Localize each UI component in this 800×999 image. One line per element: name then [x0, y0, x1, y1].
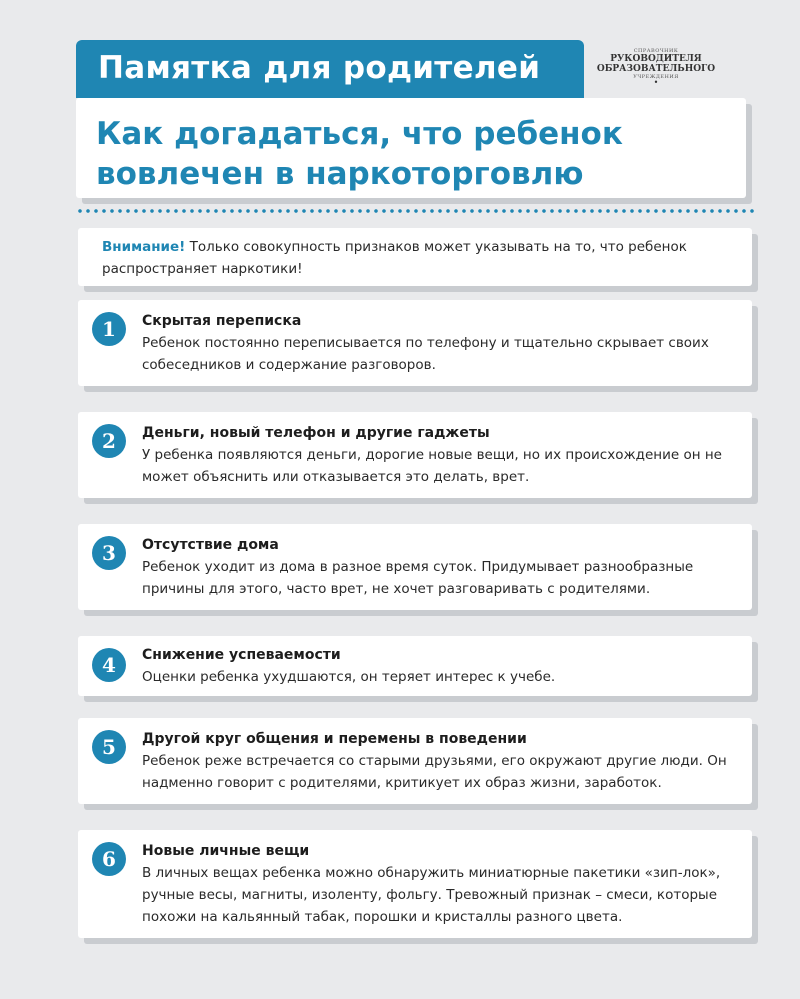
item-text-block [142, 310, 737, 376]
item-text-block [142, 422, 737, 488]
item-number-badge: 5 [92, 730, 126, 764]
brand-small-top: СПРАВОЧНИК [633, 48, 679, 54]
page-title: Как догадаться, что ребенок вовлечен в наркоторговлю [96, 116, 623, 192]
title-card [76, 98, 746, 198]
item-description: Ребенок постоянно переписывается по телефону и тщательно скрывает своих собеседников и содержание разговоров. [142, 335, 709, 373]
item-title: Снижение успеваемости [142, 647, 341, 663]
header-band-title: Памятка для родителей [98, 50, 541, 86]
brand-small-bottom: УЧРЕЖДЕНИЯ [633, 74, 679, 80]
item-number-badge: 4 [92, 648, 126, 682]
item-text-block [142, 728, 737, 794]
item-text-block [142, 534, 737, 600]
item-title: Скрытая переписка [142, 313, 302, 329]
item-number-badge: 3 [92, 536, 126, 570]
item-description: Ребенок уходит из дома в разное время суток. Придумывает разнообразные причины для этого, часто врет, не хочет разговаривать с родителями. [142, 559, 694, 597]
item-text-block [142, 644, 737, 688]
item-number-badge: 1 [92, 312, 126, 346]
item-card-6 [78, 830, 752, 938]
item-card-1 [78, 300, 752, 386]
warning-card [78, 228, 752, 286]
warning-label: Внимание! [102, 239, 186, 255]
item-number-badge: 2 [92, 424, 126, 458]
brand-logo [596, 48, 716, 86]
item-card-5 [78, 718, 752, 804]
item-card-3 [78, 524, 752, 610]
item-title: Отсутствие дома [142, 537, 279, 553]
brand-line-2: ОБРАЗОВАТЕЛЬНОГО [596, 64, 716, 74]
item-title: Новые личные вещи [142, 843, 310, 859]
item-card-4 [78, 636, 752, 696]
item-number-badge: 6 [92, 842, 126, 876]
item-card-2 [78, 412, 752, 498]
item-title: Другой круг общения и перемены в поведении [142, 731, 527, 747]
dotted-divider [76, 208, 756, 214]
brand-line-1: РУКОВОДИТЕЛЯ [610, 54, 702, 64]
brand-dot: • [653, 78, 659, 87]
item-text-block [142, 840, 737, 928]
item-description: У ребенка появляются деньги, дорогие новые вещи, но их происхождение он не может объяснить или отказывается это делать, врет. [142, 447, 722, 485]
item-description: В личных вещах ребенка можно обнаружить миниатюрные пакетики «зип-лок», ручные весы, магниты, изоленту, фольгу. Тревожный признак – смеси, которые похожи на кальянный табак, порошки и кристаллы разного цвета. [142, 865, 721, 925]
item-description: Ребенок реже встречается со старыми друзьями, его окружают другие люди. Он надменно говорит с родителями, критикует их образ жизни, заработок. [142, 753, 727, 791]
warning-text: Только совокупность признаков может указывать на то, что ребенок распространяет наркотики! [102, 239, 687, 277]
warning-paragraph [102, 236, 732, 280]
item-title: Деньги, новый телефон и другие гаджеты [142, 425, 490, 441]
header-band [76, 40, 584, 98]
item-description: Оценки ребенка ухудшаются, он теряет интерес к учебе. [142, 669, 556, 685]
